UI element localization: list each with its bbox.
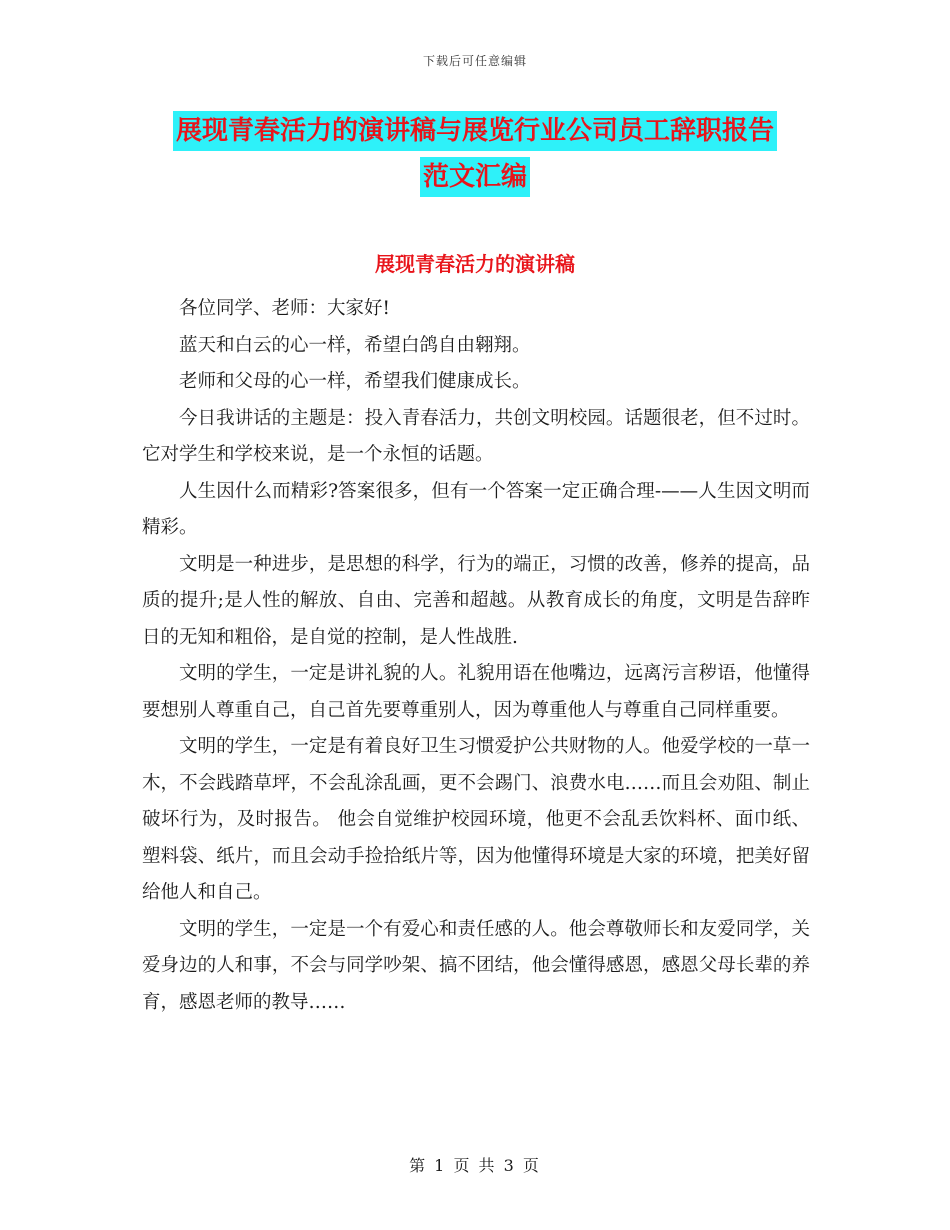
paragraph: 文明是一种进步，是思想的科学，行为的端正，习惯的改善，修养的提高，品质的提升;是人性的解放、自由、完善和超越。从教育成长的角度，文明是告辞昨日的无知和粗俗，是自觉的控制，是人性战胜. [142,553,810,648]
paragraph: 人生因什么而精彩?答案很多，但有一个答案一定正确合理-——人生因文明而精彩。 [142,480,810,538]
section-title: 展现青春活力的演讲稿 [375,252,575,276]
paragraph: 各位同学、老师：大家好! [179,298,390,319]
paragraph: 文明的学生，一定是讲礼貌的人。礼貌用语在他嘴边，远离污言秽语，他懂得要想别人尊重自己，自己首先要尊重别人，因为尊重他人与尊重自己同样重要。 [142,663,810,721]
paragraph: 老师和父母的心一样，希望我们健康成长。 [179,371,531,392]
page-header: 下载后可任意编辑 [422,54,527,68]
paragraph: 蓝天和白云的心一样，希望白鸽自由翱翔。 [179,334,531,356]
document-title-line-1: 展现青春活力的演讲稿与展览行业公司员工辞职报告 [173,111,777,151]
paragraph: 文明的学生，一定是有着良好卫生习惯爱护公共财物的人。他爱学校的一草一木，不会践踏草坪，不会乱涂乱画，更不会踢门、浪费水电……而且会劝阻、制止破坏行为，及时报告。 他会自觉维护校园环境，他更不会乱丢饮料杯、面巾纸、塑料袋、纸片，而且会动手捡拾纸片等，因为他懂得环境是大家的环境，把美好留给他人和自己。 [142,736,810,903]
document-title [0,108,950,200]
paragraph: 今日我讲话的主题是：投入青春活力，共创文明校园。话题很老，但不过时。它对学生和学校来说，是一个永恒的话题。 [142,407,810,465]
paragraph: 文明的学生，一定是一个有爱心和责任感的人。他会尊敬师长和友爱同学，关爱身边的人和事，不会与同学吵架、搞不团结，他会懂得感恩，感恩父母长辈的养育，感恩老师的教导…… [142,918,810,1013]
document-title-line-2: 范文汇编 [420,157,530,197]
page-footer: 第 1 页 共 3 页 [409,1156,541,1175]
document-body [142,291,810,1021]
